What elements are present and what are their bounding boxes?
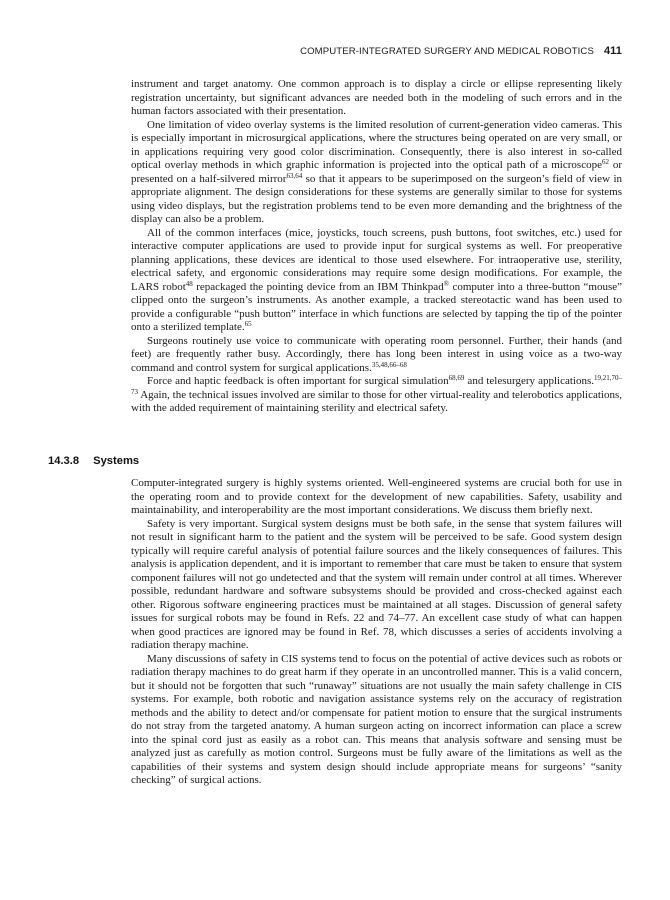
paragraph-text: so that it appears to be superimposed on the surgeon’s field of view in appropriate alignment. The design considerations for these systems are generally similar to those for systems using video displays, but the registration problems tend to be even more demanding and the brightness of the display can also be a problem.	[131, 172, 623, 225]
paragraph-text: Again, the technical issues involved are similar to those for other virtual-reality and telerobotics applications, with the added requirement of maintaining sterility and electrical safety.	[131, 388, 622, 414]
paragraph-text: One limitation of video overlay systems is the limited resolution of current-generation video cameras. This is especially important in microsurgical applications, where the structures being operated on are very small, or in applications requiring very good color discrimination. Consequently, there is also interest in so-called optical overlay methods in which graphic information is projected into the optical path of a microscope	[131, 118, 622, 171]
paragraph-text: All of the common interfaces (mice, joysticks, touch screens, push buttons, foot switches, etc.) used for interactive computer applications are used to provide input for surgical systems as well. For preoperative planning applications, these devices are identical to those used elsewhere. For intraoperative use, sterility, electrical safety, and ergonomic considerations may require some design modifications. For example, the LARS robot	[131, 226, 622, 293]
section-title: Systems	[93, 455, 140, 467]
paragraph	[131, 227, 622, 335]
page-number: 411	[603, 45, 622, 57]
citation-superscript: 35,48,66–68	[371, 360, 407, 369]
paragraph-text: repackaged the pointing device from an IBM Thinkpad	[192, 280, 444, 293]
citation-superscript: 62	[601, 158, 609, 166]
paragraph-text: Safety is very important. Surgical system designs must be both safe, in the sense that system failures will not result in significant harm to the patient and the system will be perceived to be safe. Good system design typically will require careful analysis of potential failure sources and the likely consequences of failures. This analysis is application dependent, and it is important to remember that care must be taken to ensure that system component failures will not go undetected and that the system will remain under control at all times. Wherever possible, redundant hardware and software subsystems should be provided and cross-checked against each other. Rigorous software engineering practices must be maintained at all stages. Discussion of general safety issues for surgical robots may be found in Refs. 22 and 74–77. An excellent case study of what can happen when good practices are ignored may be found in Ref. 78, which discusses a series of accidents involving a radiation therapy machine.	[131, 517, 622, 651]
paragraph-text: or presented on a half-silvered mirror	[131, 159, 622, 185]
paragraph	[131, 518, 622, 653]
body-text-before-section	[131, 78, 622, 416]
citation-superscript: 48	[185, 279, 193, 288]
paragraph-text: Force and haptic feedback is often important for surgical simulation	[147, 375, 449, 387]
paragraph-text: instrument and target anatomy. One common approach is to display a circle or ellipse representing likely registration uncertainty, but significant advances are needed both in the modeling of such errors and in the human factors associated with their presentation.	[131, 78, 622, 117]
paragraph	[131, 78, 622, 119]
paragraph	[131, 375, 622, 416]
paragraph	[131, 653, 622, 788]
paragraph	[131, 335, 622, 376]
citation-superscript: 19,21,70–73	[131, 374, 622, 396]
section-heading	[48, 455, 139, 467]
paragraph-text: Surgeons routinely use voice to communicate with operating room personnel. Further, their hands (and feet) are frequently rather busy. Accordingly, there has long been interest in using voice as a two-way command and control system for surgical applications.	[131, 334, 622, 374]
section-number: 14.3.8	[48, 455, 80, 467]
citation-superscript: 63,64	[286, 171, 303, 180]
paragraph-text: Many discussions of safety in CIS systems tend to focus on the potential of active devices such as robots or radiation therapy machines to do great harm if they operate in an uncontrolled manner. This is a valid concern, but it should not be forgotten that such “runaway” situations are not usually the main safety challenge in CIS systems. For example, both robotic and navigation assistance systems rely on the accuracy of registration methods and the ability to detect and/or compensate for patient motion to ensure that the surgical instruments do not stray from the targeted anatomy. A human surgeon acting on incorrect information can place a screw into the spinal cord just as easily as a robot can. This means that analysis software and sensing must be analyzed just as carefully as motion control. Surgeons must be fully aware of the limitations as well as the capabilities of their systems and system design should include appropriate means for surgeons’ “sanity checking” of surgical actions.	[131, 652, 622, 786]
paragraph	[131, 477, 622, 518]
citation-superscript: 65	[244, 320, 252, 328]
citation-superscript: ®	[443, 279, 450, 288]
citation-superscript: 68,69	[448, 374, 465, 382]
paragraph-text: Computer-integrated surgery is highly systems oriented. Well-engineered systems are crucial both for use in the operating room and to provide context for the development of new capabilities. Safety, usability and maintainability, and interoperability are the most important considerations. We discuss them briefly next.	[131, 477, 622, 516]
paragraph-text: computer into a three-button “mouse” clipped onto the surgeon’s instruments. As another example, a tracked stereotactic wand has been used to provide a configurable “push button” interface in which functions are selected by tapping the tip of the pointer onto a sterilized template.	[131, 280, 623, 333]
paragraph	[131, 119, 622, 227]
body-text-section-systems	[131, 477, 622, 788]
running-header	[131, 45, 622, 57]
running-title: COMPUTER-INTEGRATED SURGERY AND MEDICAL ROBOTICS	[300, 46, 594, 57]
paragraph-text: and telesurgery applications.	[464, 375, 594, 387]
